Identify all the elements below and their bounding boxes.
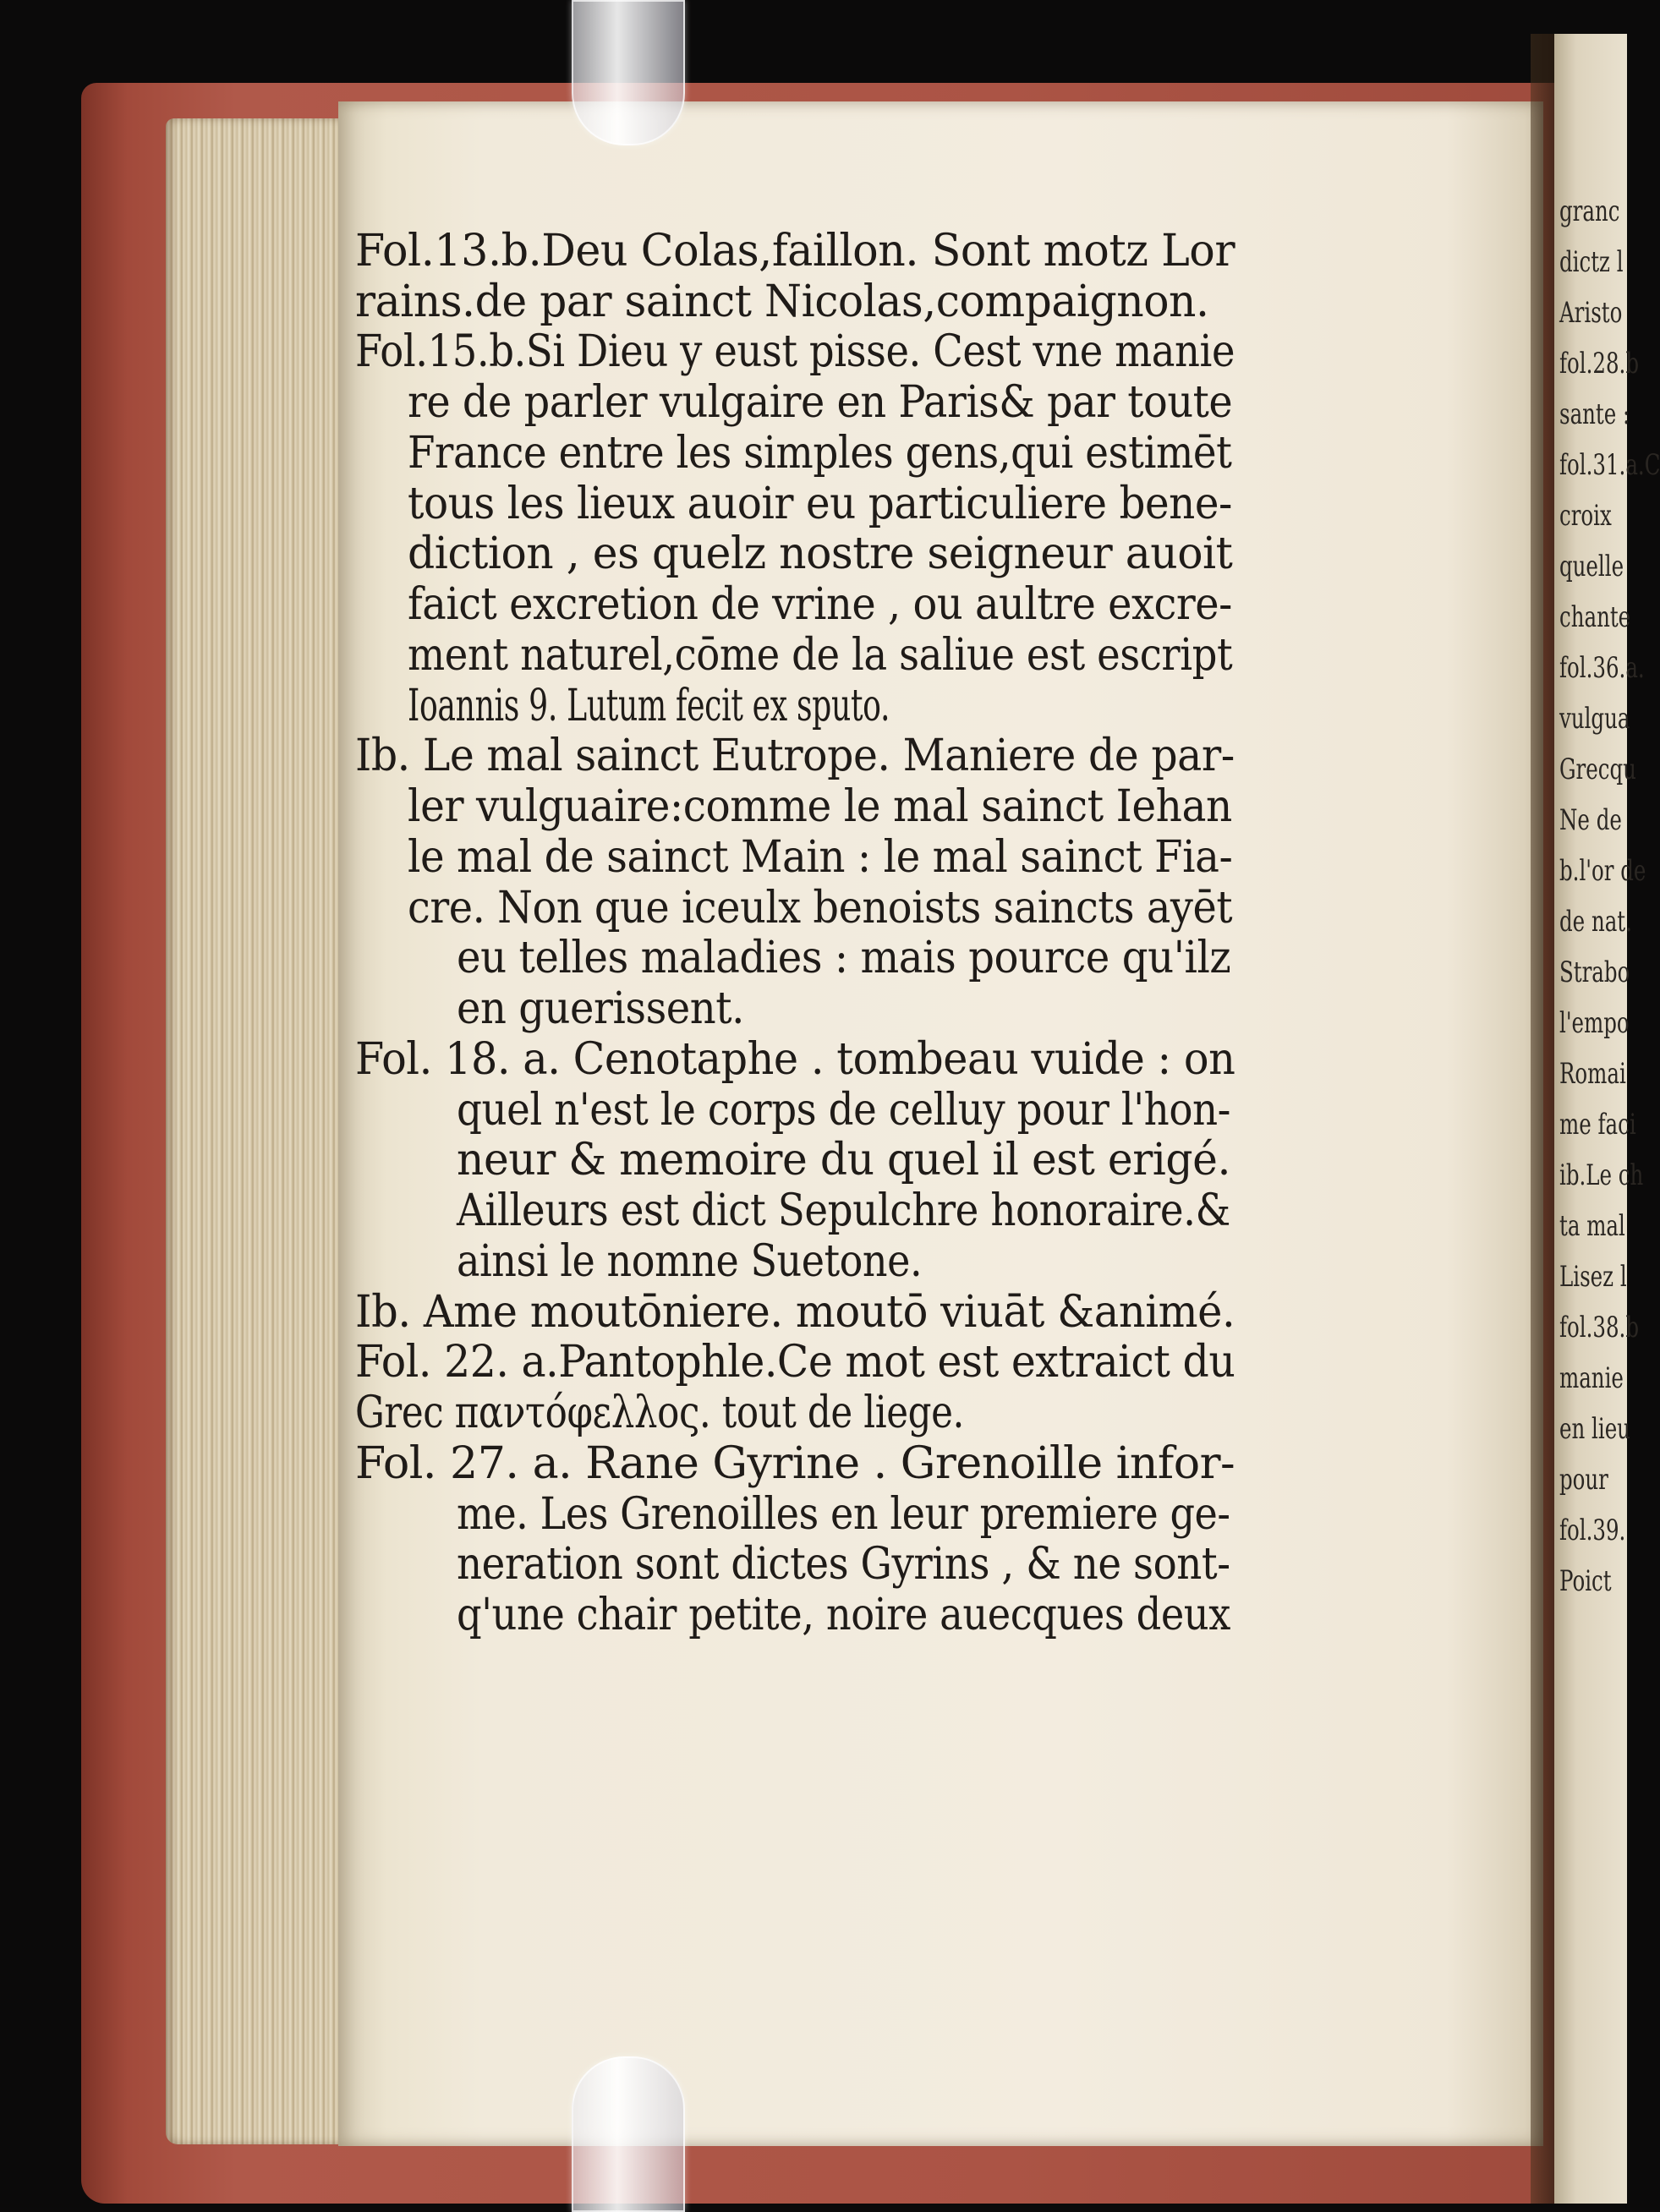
text-line: q'une chair petite, noire auecques deux bbox=[457, 1589, 1230, 1640]
text-line: ment naturel,cōme de la saliue est escript bbox=[408, 629, 1233, 681]
text-line: ainsi le nomne Suetone. bbox=[457, 1235, 923, 1287]
text-line: Ioannis 9. Lutum fecit ex sputo. bbox=[408, 680, 890, 731]
adjacent-page-fragment: granc bbox=[1559, 194, 1620, 228]
text-line: Grec παντόφελλος. tout de liege. bbox=[355, 1388, 964, 1439]
top-page-clip bbox=[572, 0, 685, 145]
text-line: Fol. 27. a. Rane Gyrine . Grenoille infor- bbox=[355, 1437, 1235, 1489]
adjacent-page-fragment: ib.Le ch bbox=[1559, 1158, 1644, 1192]
adjacent-page-fragment: Aristo bbox=[1559, 296, 1623, 330]
adjacent-page-fragment: Grecqu bbox=[1559, 753, 1636, 786]
adjacent-page-fragment: pour bbox=[1559, 1463, 1608, 1497]
adjacent-page-fragment: vulgua bbox=[1559, 702, 1630, 736]
text-line: Fol.13.b.Deu Colas,faillon. Sont motz Lor bbox=[355, 226, 1235, 276]
text-line: ler vulguaire:comme le mal sainct Iehan bbox=[408, 781, 1232, 833]
adjacent-page-fragment: Ne de bbox=[1559, 803, 1622, 837]
text-line: cre. Non que iceulx benoists saincts ayēt bbox=[408, 882, 1233, 934]
adjacent-page-fragment: sante : bbox=[1559, 397, 1630, 431]
text-line: Ib. Ame moutōniere. moutō viuāt &animé. bbox=[355, 1286, 1235, 1338]
adjacent-page-fragment: manie bbox=[1559, 1361, 1624, 1395]
text-line: eu telles maladies : mais pource qu'ilz bbox=[457, 933, 1231, 984]
adjacent-page bbox=[1554, 34, 1660, 2204]
text-line: diction , es quelz nostre seigneur auoit bbox=[408, 528, 1233, 580]
text-line: neur & memoire du quel il est erigé. bbox=[457, 1135, 1230, 1186]
adjacent-page-fragment: de nat. bbox=[1559, 905, 1632, 939]
adjacent-page-fragment: me faci bbox=[1559, 1108, 1636, 1142]
adjacent-page-fragment: Lisez l bbox=[1559, 1260, 1627, 1294]
adjacent-page-fragment: quelle bbox=[1559, 550, 1624, 583]
text-line: Fol. 18. a. Cenotaphe . tombeau vuide : on bbox=[355, 1033, 1235, 1085]
adjacent-page-fragment: Strabo bbox=[1559, 955, 1630, 989]
adjacent-page-fragment: dictz l bbox=[1559, 245, 1624, 279]
text-line: le mal de sainct Main : le mal sainct Fia- bbox=[408, 831, 1233, 883]
text-line: en guerissent. bbox=[457, 983, 744, 1035]
text-line: France entre les simples gens,qui estimēt bbox=[408, 427, 1232, 479]
text-line: Fol.15.b.Si Dieu y eust pisse. Cest vne manie bbox=[355, 326, 1235, 378]
adjacent-page-fragment: en lieu bbox=[1559, 1412, 1630, 1446]
bottom-page-clip bbox=[572, 2056, 685, 2212]
adjacent-page-fragment: b.l'or de bbox=[1559, 854, 1646, 888]
text-line: faict excretion de vrine , ou aultre excre- bbox=[408, 579, 1232, 631]
adjacent-page-fragment: fol.28.b bbox=[1559, 347, 1640, 381]
adjacent-page-fragment: ta mal bbox=[1559, 1209, 1625, 1243]
text-line: Ib. Le mal sainct Eutrope. Maniere de par- bbox=[355, 731, 1235, 782]
adjacent-page-fragment: Poict bbox=[1559, 1564, 1612, 1598]
text-line: rains.de par sainct Nicolas,compaignon. bbox=[355, 276, 1209, 327]
text-line: tous les lieux auoir eu particuliere bene- bbox=[408, 478, 1232, 529]
adjacent-page-fragment: fol.31.a.C bbox=[1559, 448, 1660, 482]
adjacent-page-fragment: fol.39. bbox=[1559, 1514, 1626, 1547]
adjacent-page-fragment: fol.36.a. bbox=[1559, 651, 1645, 685]
adjacent-page-fragment: croix bbox=[1559, 499, 1612, 533]
text-line: neration sont dictes Gyrins , & ne sont- bbox=[457, 1539, 1230, 1591]
adjacent-page-fragment: Romai bbox=[1559, 1057, 1626, 1091]
adjacent-page-fragment: chante bbox=[1559, 600, 1631, 634]
text-line: quel n'est le corps de celluy pour l'hon- bbox=[457, 1084, 1231, 1136]
adjacent-page-fragment: fol.38.b bbox=[1559, 1311, 1640, 1344]
adjacent-page-fragment: l'empo bbox=[1559, 1006, 1630, 1040]
page-text bbox=[355, 210, 1548, 2112]
text-line: Ailleurs est dict Sepulchre honoraire.& bbox=[457, 1185, 1230, 1237]
text-line: re de parler vulgaire en Paris& par toute bbox=[408, 377, 1233, 429]
text-line: me. Les Grenoilles en leur premiere ge- bbox=[457, 1488, 1230, 1540]
page-edges bbox=[166, 118, 360, 2144]
text-line: Fol. 22. a.Pantophle.Ce mot est extraict du bbox=[355, 1337, 1235, 1388]
